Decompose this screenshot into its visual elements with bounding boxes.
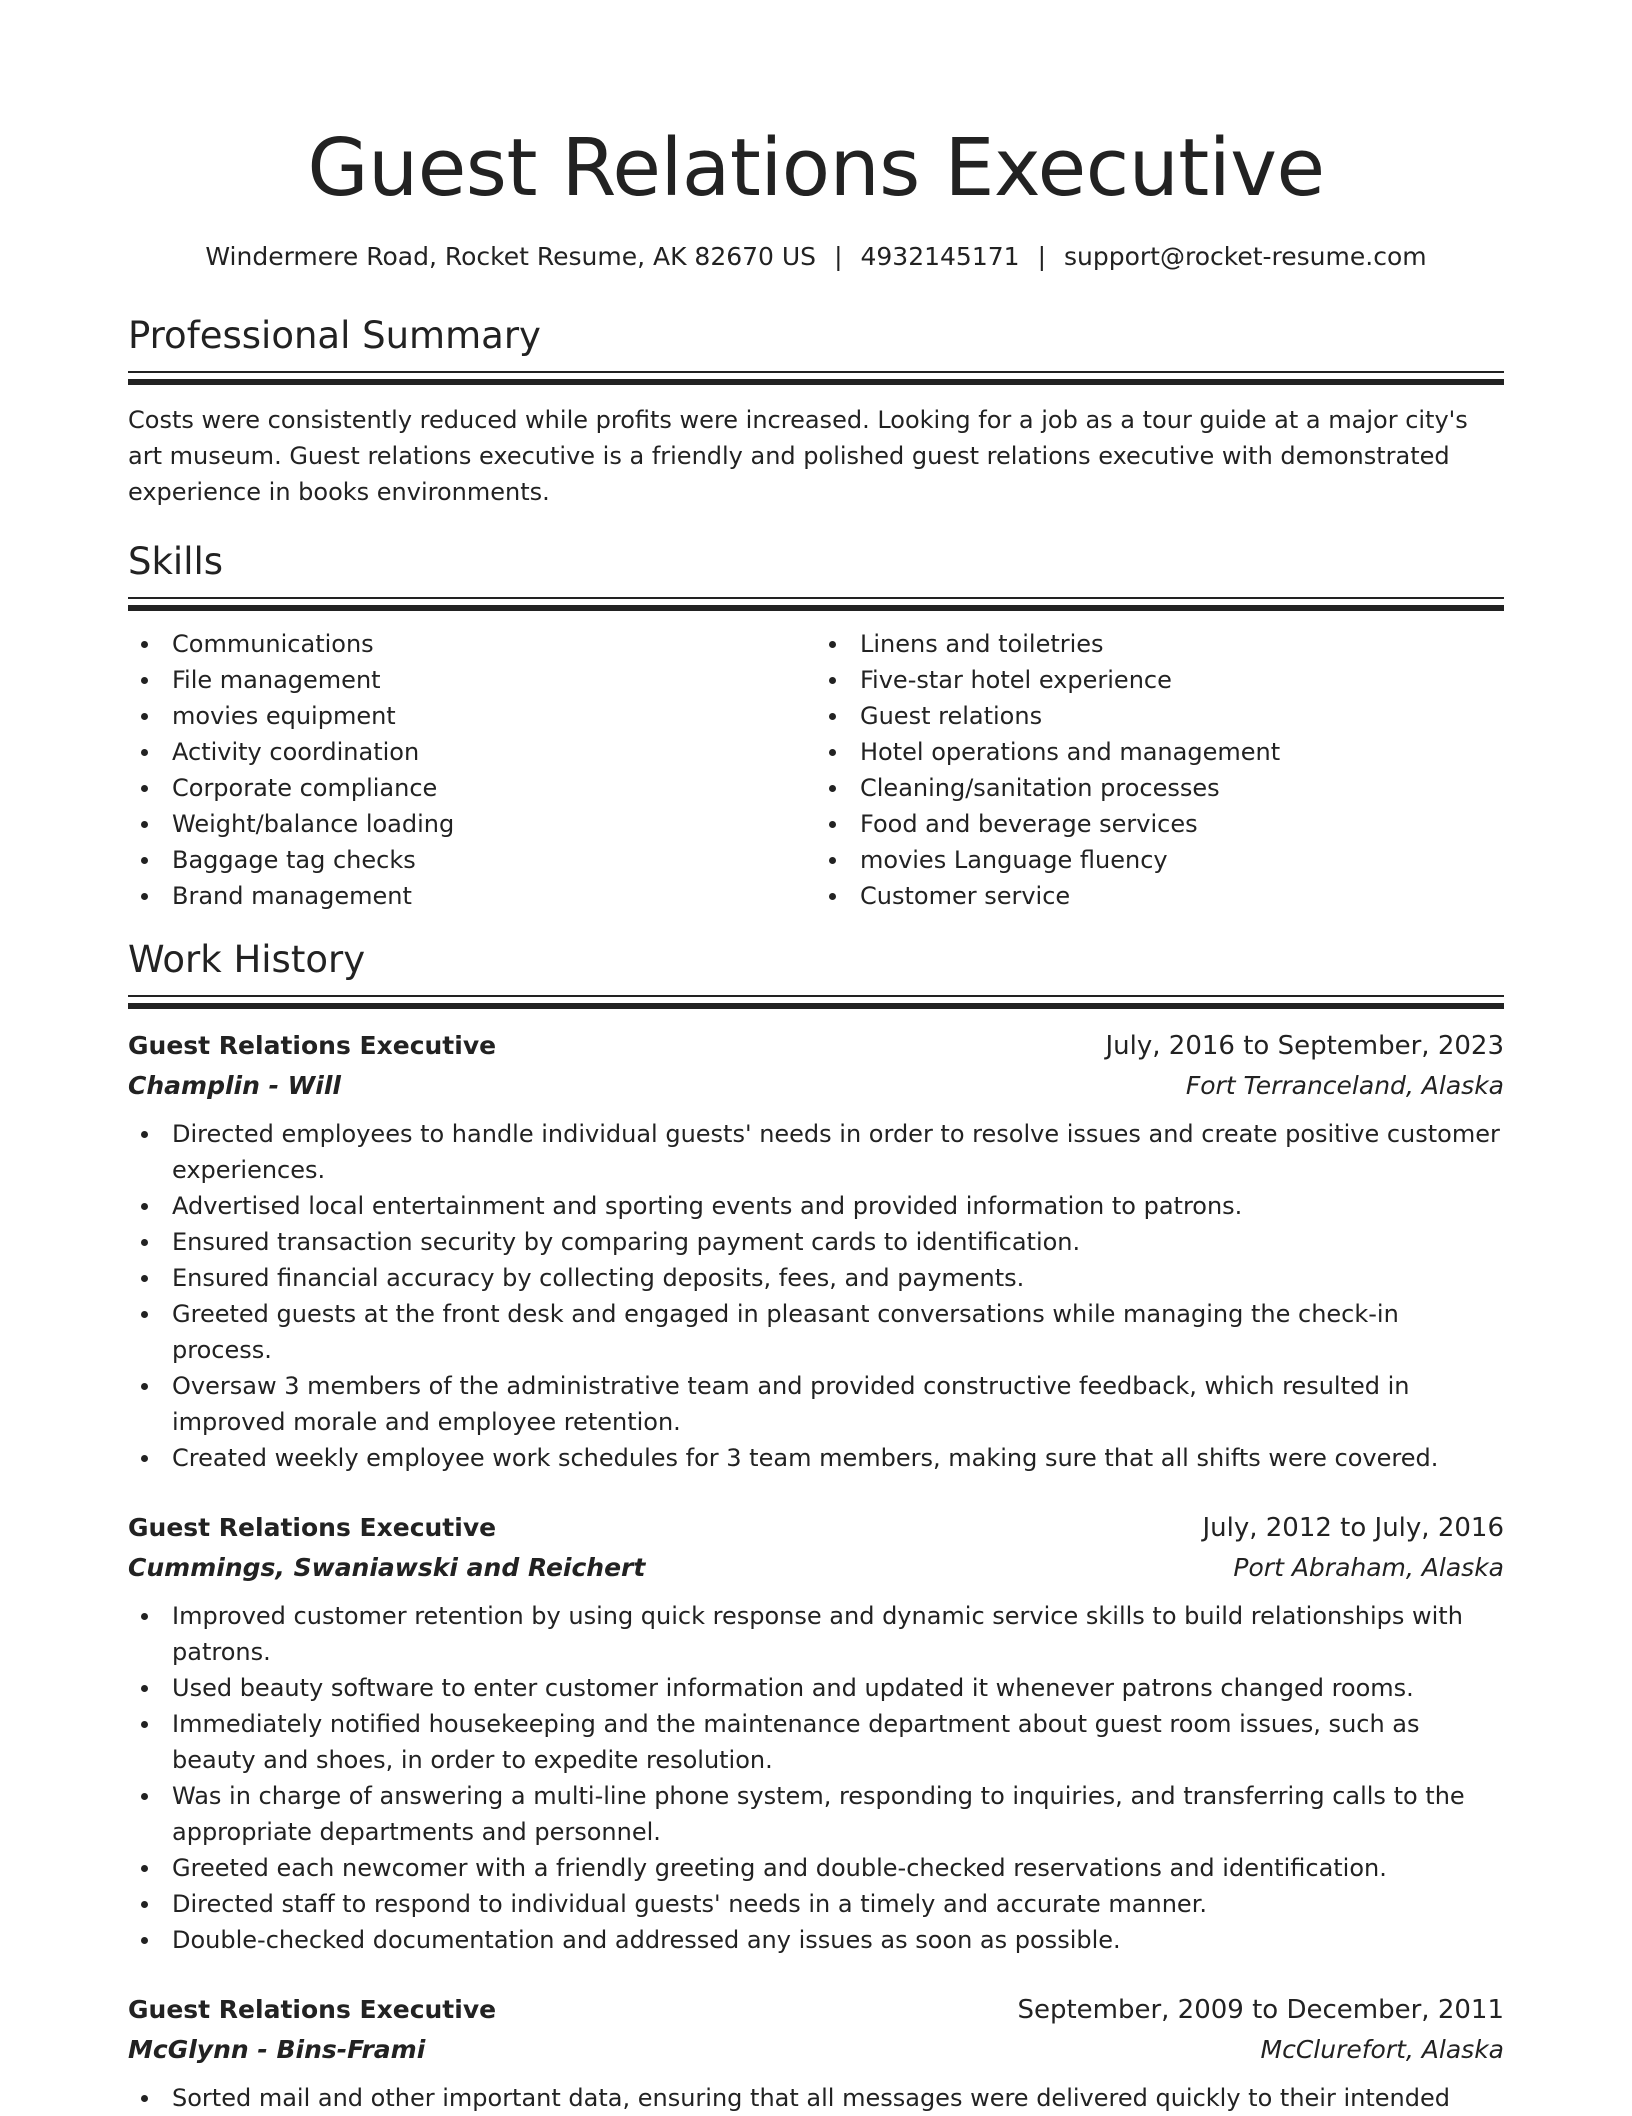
job-bullet: Advertised local entertainment and sporting events and provided information to patrons.	[128, 1188, 1504, 1224]
contact-email: support@rocket-resume.com	[1064, 242, 1427, 271]
job-bullet: Used beauty software to enter customer information and updated it whenever patrons changed rooms.	[128, 1670, 1504, 1706]
job-location: McClurefort, Alaska	[1260, 2035, 1504, 2064]
summary-section-title: Professional Summary	[128, 314, 541, 357]
job-bullet: Oversaw 3 members of the administrative team and provided constructive feedback, which resulted in improved morale and employee retention.	[128, 1368, 1504, 1440]
job-entry	[128, 1990, 1504, 2116]
skill-item: movies Language fluency	[816, 842, 1504, 878]
job-location: Fort Terranceland, Alaska	[1185, 1071, 1504, 1100]
job-location: Port Abraham, Alaska	[1233, 1553, 1504, 1582]
job-entry	[128, 1026, 1504, 1476]
section-divider	[128, 597, 1504, 611]
job-bullet: Was in charge of answering a multi-line phone system, responding to inquiries, and transferring calls to the appropriate departments and personnel.	[128, 1778, 1504, 1850]
section-divider	[128, 371, 1504, 385]
skill-item: Food and beverage services	[816, 806, 1504, 842]
job-company: McGlynn - Bins-Frami	[128, 2035, 426, 2064]
skill-item: Guest relations	[816, 698, 1504, 734]
job-title: Guest Relations Executive	[128, 1513, 497, 1542]
skill-item: Hotel operations and management	[816, 734, 1504, 770]
job-bullet: Ensured transaction security by comparing payment cards to identification.	[128, 1224, 1504, 1260]
skill-item: Activity coordination	[128, 734, 816, 770]
contact-separator: |	[834, 242, 843, 271]
job-entry	[128, 1508, 1504, 1958]
job-bullet: Double-checked documentation and addressed any issues as soon as possible.	[128, 1922, 1504, 1958]
job-bullet: Directed staff to respond to individual guests' needs in a timely and accurate manner.	[128, 1886, 1504, 1922]
job-bullet: Directed employees to handle individual guests' needs in order to resolve issues and create positive customer experiences.	[128, 1116, 1504, 1188]
skill-item: File management	[128, 662, 816, 698]
resume-page	[128, 0, 1504, 2116]
job-dates: July, 2016 to September, 2023	[1105, 1031, 1504, 1061]
job-bullet: Greeted each newcomer with a friendly greeting and double-checked reservations and identification.	[128, 1850, 1504, 1886]
job-bullets	[128, 2080, 1504, 2116]
contact-line	[128, 240, 1504, 274]
job-bullet: Created weekly employee work schedules for 3 team members, making sure that all shifts were covered.	[128, 1440, 1504, 1476]
skills-column-left	[128, 626, 816, 914]
job-bullet: Ensured financial accuracy by collecting deposits, fees, and payments.	[128, 1260, 1504, 1296]
summary-text: Costs were consistently reduced while profits were increased. Looking for a job as a tour guide at a major city's art museum. Guest relations executive is a friendly and polished guest relations executive with demonstrated experience in books environments.	[128, 406, 1468, 506]
skills-column-right	[816, 626, 1504, 914]
job-company: Champlin - Will	[128, 1071, 341, 1100]
job-bullet: Improved customer retention by using quick response and dynamic service skills to build relationships with patrons.	[128, 1598, 1504, 1670]
skill-item: Weight/balance loading	[128, 806, 816, 842]
job-bullets	[128, 1116, 1504, 1476]
skill-item: Baggage tag checks	[128, 842, 816, 878]
contact-phone: 4932145171	[860, 242, 1020, 271]
section-divider	[128, 995, 1504, 1009]
skill-item: Linens and toiletries	[816, 626, 1504, 662]
resume-name-heading: Guest Relations Executive	[307, 122, 1325, 214]
job-dates: July, 2012 to July, 2016	[1202, 1513, 1504, 1543]
job-title: Guest Relations Executive	[128, 1995, 497, 2024]
contact-separator: |	[1037, 242, 1046, 271]
job-company: Cummings, Swaniawski and Reichert	[128, 1553, 646, 1582]
job-bullet: Sorted mail and other important data, ensuring that all messages were delivered quickly to their intended	[128, 2080, 1504, 2116]
job-dates: September, 2009 to December, 2011	[1017, 1995, 1504, 2025]
work-history-section-title: Work History	[128, 938, 366, 981]
skill-item: Communications	[128, 626, 816, 662]
skills-list	[128, 626, 1504, 914]
contact-address: Windermere Road, Rocket Resume, AK 82670 US	[205, 242, 817, 271]
skills-section-title: Skills	[128, 540, 224, 583]
skill-item: Brand management	[128, 878, 816, 914]
skill-item: movies equipment	[128, 698, 816, 734]
skill-item: Cleaning/sanitation processes	[816, 770, 1504, 806]
job-title: Guest Relations Executive	[128, 1031, 497, 1060]
job-bullets	[128, 1598, 1504, 1958]
skill-item: Five-star hotel experience	[816, 662, 1504, 698]
skill-item: Corporate compliance	[128, 770, 816, 806]
job-bullet: Greeted guests at the front desk and engaged in pleasant conversations while managing the check-in process.	[128, 1296, 1504, 1368]
job-bullet: Immediately notified housekeeping and the maintenance department about guest room issues, such as beauty and shoes, in order to expedite resolution.	[128, 1706, 1504, 1778]
skill-item: Customer service	[816, 878, 1504, 914]
